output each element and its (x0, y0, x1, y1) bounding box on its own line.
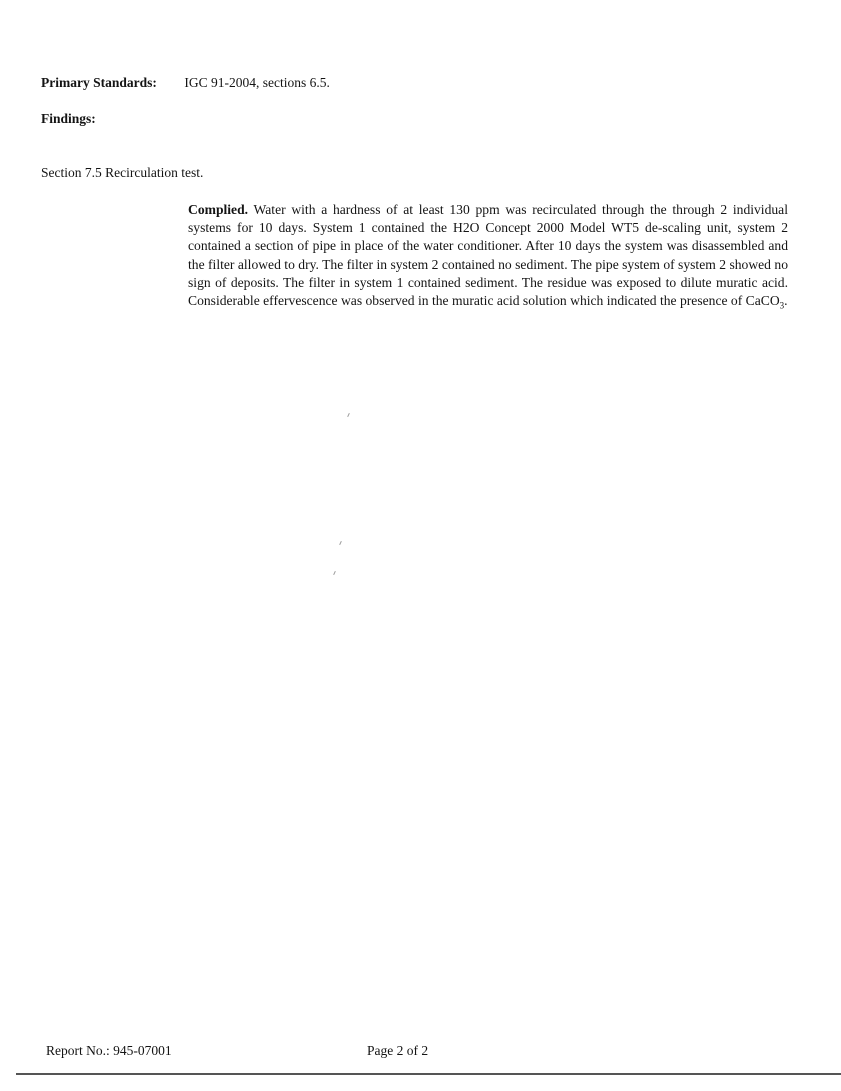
finding-text: Water with a hardness of at least 130 ppm was recirculated through the through 2 individual systems for 10 days. System 1 contained the H2O Concept 2000 Model WT5 de-scaling unit, system 2 contained a section of pipe in place of the water conditioner. After 10 days the system was disassembled and the filter allowed to dry. The filter in system 2 contained no sediment. The pipe system of system 2 showed no sign of deposits. The filter in system 1 contained sediment. The residue was exposed to dilute muratic acid. Considerable effervescence was observed in the muratic acid solution which indicated the presence of (188, 202, 788, 309)
formula-subscript: 3 (779, 300, 785, 311)
scan-speck (347, 413, 350, 417)
primary-standards-label: Primary Standards: (41, 75, 157, 90)
footer-rule (16, 1073, 841, 1075)
findings-heading: Findings: (41, 111, 96, 126)
scan-speck (339, 541, 342, 545)
formula-base: CaCO (745, 293, 780, 309)
report-number: Report No.: 945-07001 (46, 1043, 172, 1058)
chemical-formula (745, 293, 788, 311)
scan-speck (333, 571, 336, 575)
verdict-label: Complied. (188, 202, 249, 217)
finding-paragraph (188, 201, 788, 310)
section-title: Section 7.5 Recirculation test. (41, 165, 204, 180)
primary-standards-value: IGC 91-2004, sections 6.5. (184, 75, 330, 90)
page-number: Page 2 of 2 (367, 1043, 429, 1058)
formula-end: . (784, 293, 788, 309)
primary-standards-line (41, 75, 330, 91)
